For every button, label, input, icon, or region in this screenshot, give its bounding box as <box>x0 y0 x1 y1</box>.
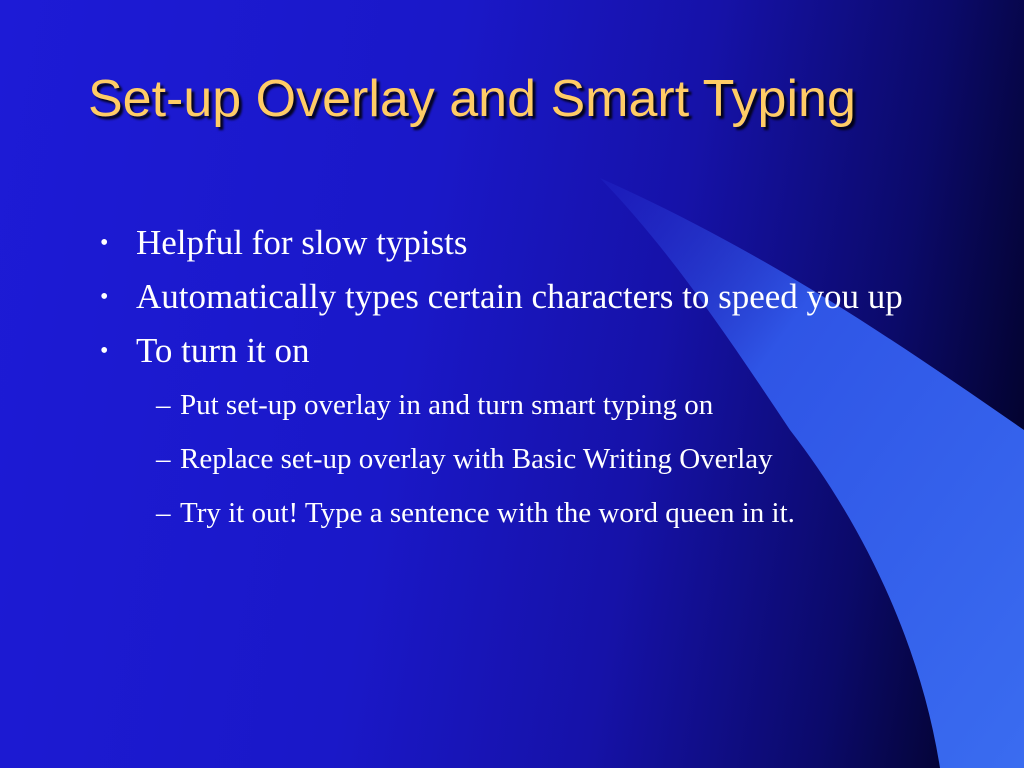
sub-bullet-text: Put set-up overlay in and turn smart typing on <box>180 389 714 421</box>
bullet-text: Helpful for slow typists <box>136 223 468 262</box>
sub-bullet-text: Try it out! Type a sentence with the word queen in it. <box>180 497 795 529</box>
dash-icon: – <box>156 443 171 475</box>
bullet-icon: • <box>100 338 109 364</box>
bullet-icon: • <box>100 230 109 256</box>
bullet-list <box>96 222 926 546</box>
bullet-item <box>96 276 926 318</box>
slide-title: Set-up Overlay and Smart Typing <box>88 70 856 128</box>
bullet-item <box>96 222 926 264</box>
bullet-text: To turn it on <box>136 331 310 370</box>
bullet-text: Automatically types certain characters to speed you up <box>136 277 903 316</box>
bullet-item <box>96 330 926 372</box>
bullet-icon: • <box>100 284 109 310</box>
sub-bullet-item <box>96 384 926 426</box>
sub-bullet-item <box>96 438 926 480</box>
dash-icon: – <box>156 497 171 529</box>
sub-bullet-text: Replace set-up overlay with Basic Writing Overlay <box>180 443 773 475</box>
dash-icon: – <box>156 389 171 421</box>
sub-bullet-item <box>96 492 926 534</box>
